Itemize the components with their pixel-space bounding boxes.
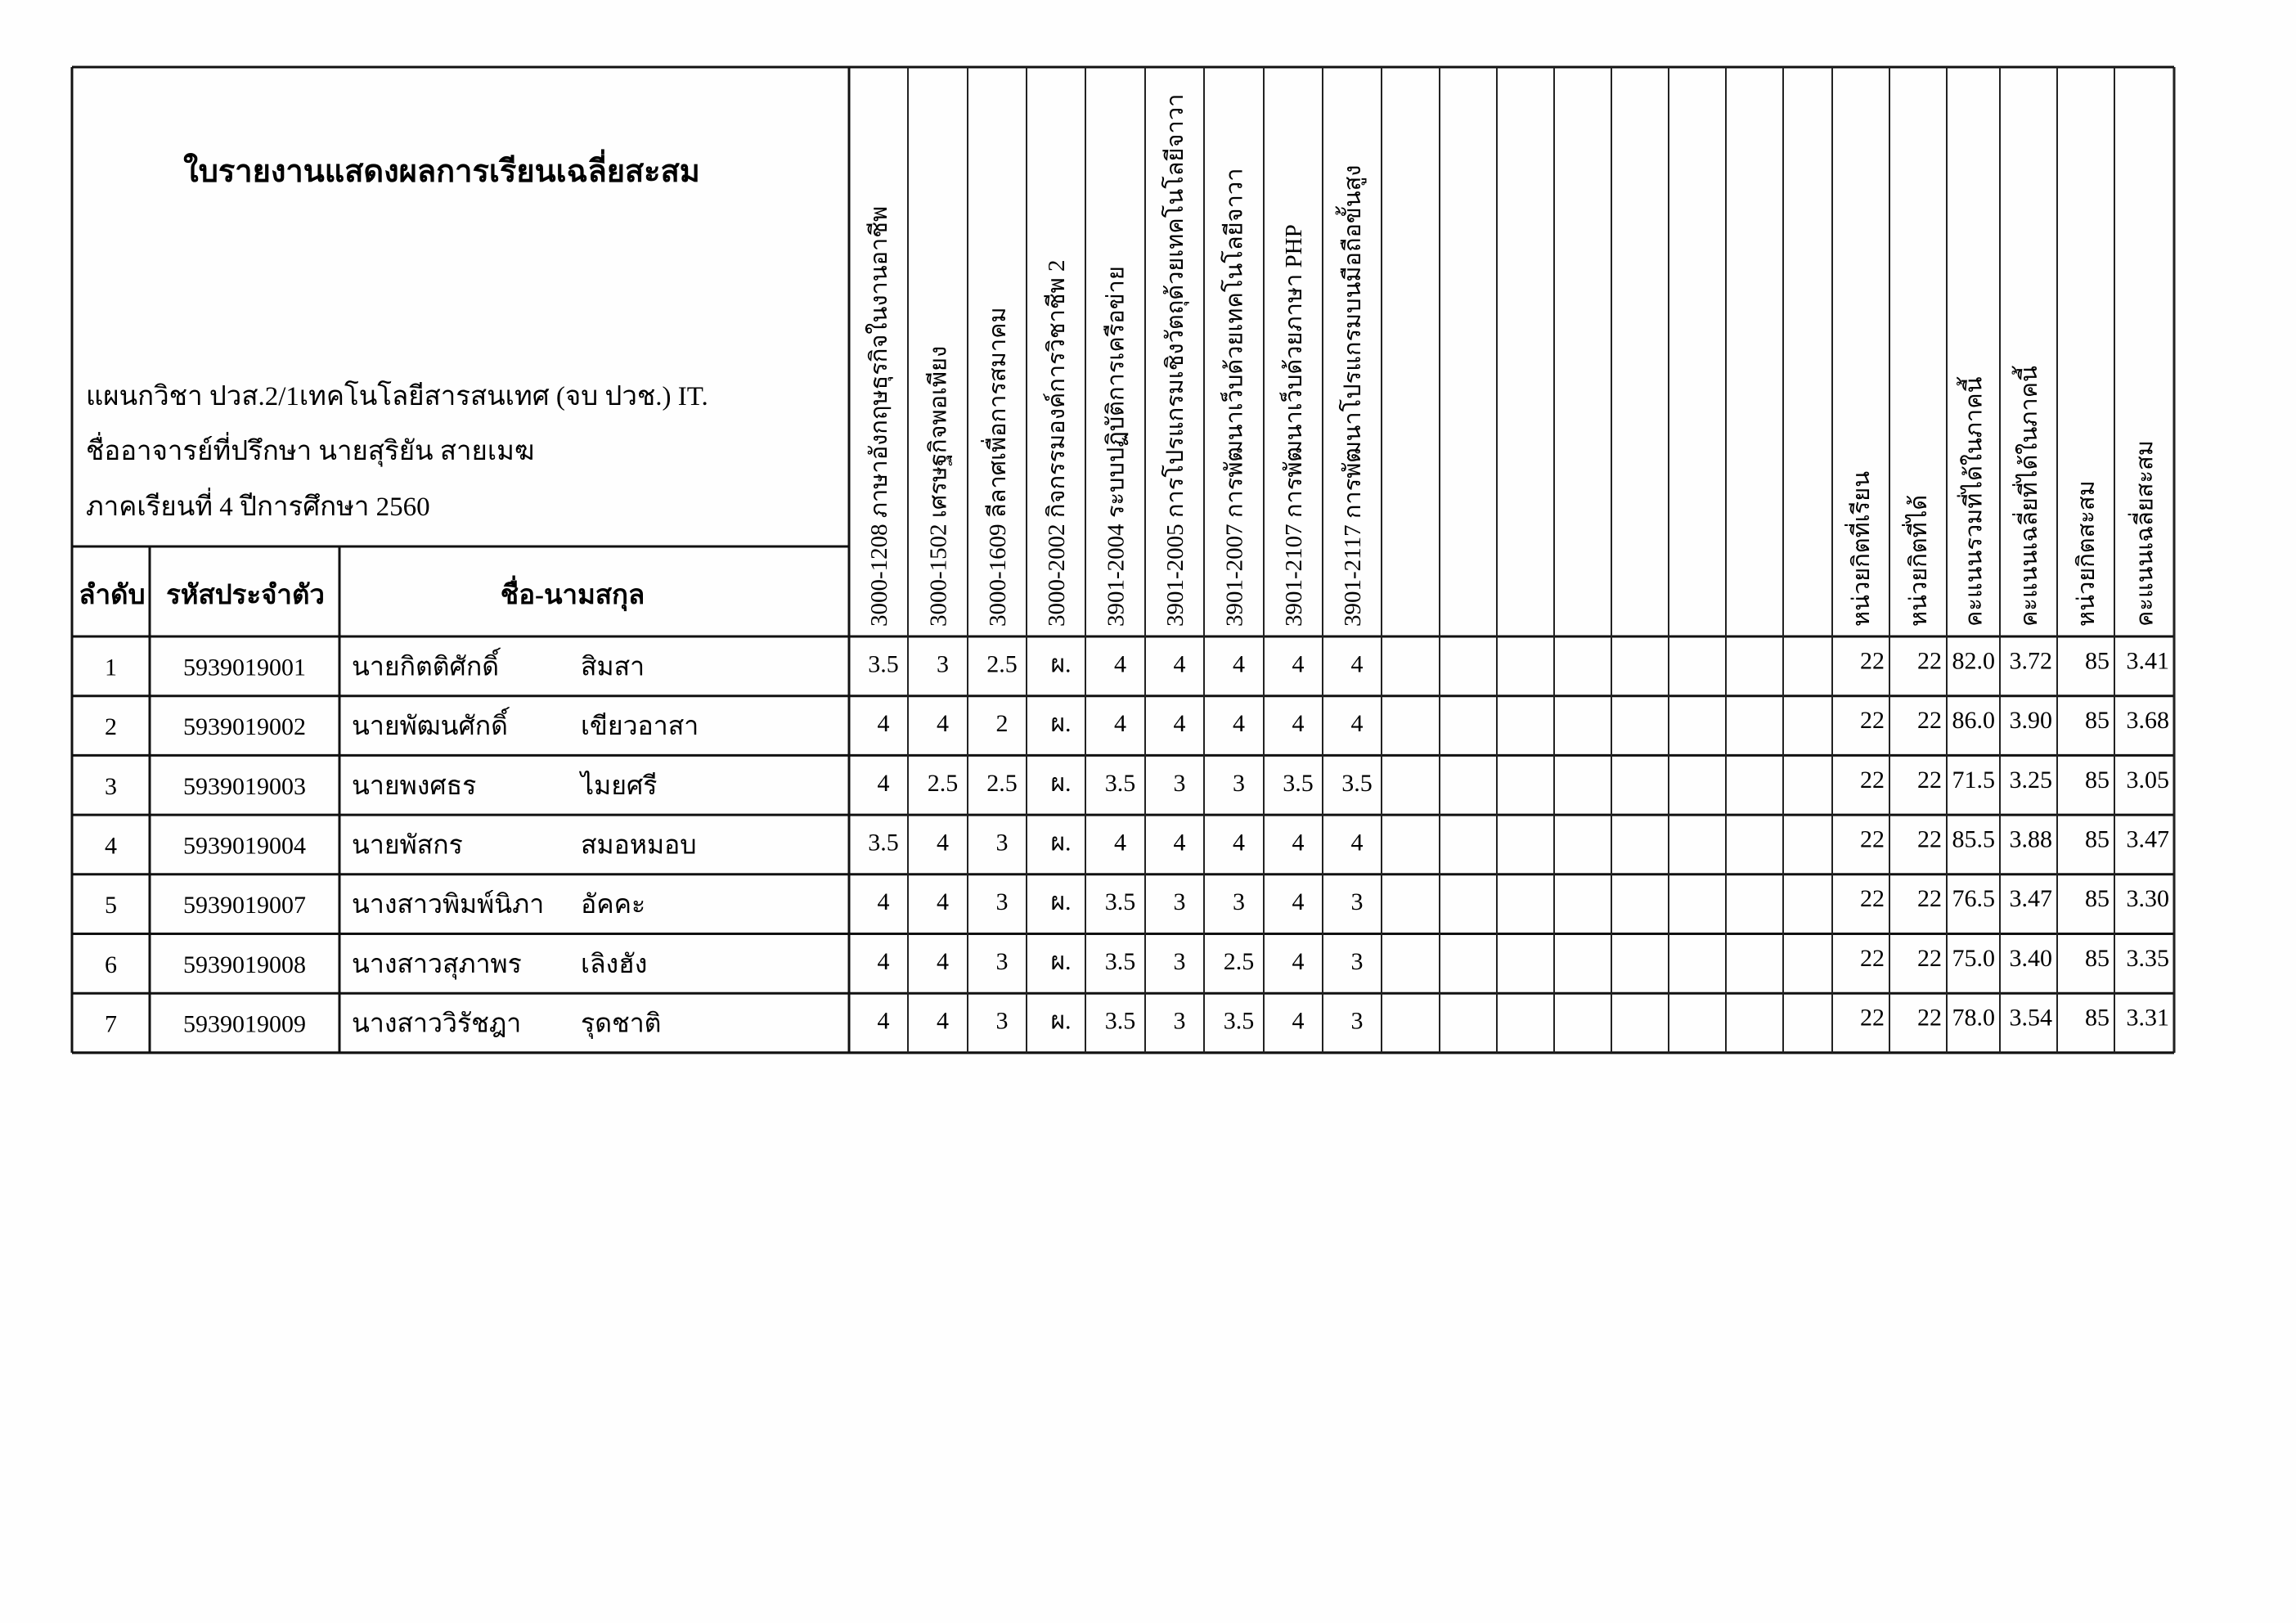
grade-cell: ผ. (1050, 1007, 1072, 1035)
row-order: 6 (105, 951, 117, 978)
grade-cell: 4 (1114, 829, 1126, 856)
summary-cell: 3.31 (2126, 1004, 2169, 1032)
summary-cell: 3.30 (2126, 885, 2169, 913)
grade-cell: 2.5 (927, 769, 959, 797)
semester-line: ภาคเรียนที่ 4 ปีการศึกษา 2560 (86, 492, 430, 522)
subject-header: 3901-2007 การพัฒนาเว็บด้วยเทคโนโลยีจาวา (1221, 168, 1248, 627)
grade-cell: 2.5 (1223, 947, 1255, 975)
row-student-id: 5939019007 (183, 892, 306, 919)
summary-cell: 85 (2085, 766, 2110, 794)
grade-cell: 4 (1233, 710, 1245, 738)
summary-cell: 22 (1917, 885, 1942, 913)
grade-cell: 3 (1233, 888, 1245, 916)
summary-cell: 3.68 (2126, 707, 2169, 735)
grade-cell: 3.5 (1104, 947, 1136, 975)
summary-cell: 22 (1860, 885, 1885, 913)
summary-cell: 85 (2085, 1004, 2110, 1032)
summary-cell: 85.5 (1952, 825, 1995, 853)
grade-cell: 4 (1292, 650, 1305, 678)
department-line: แผนกวิชา ปวส.2/1เทคโนโลยีสารสนเทศ (จบ ปวช.) IT. (86, 382, 708, 411)
grade-cell: 4 (1114, 710, 1126, 738)
subject-header: 3000-1502 เศรษฐกิจพอเพียง (925, 345, 952, 627)
grade-cell: 4 (1173, 710, 1186, 738)
summary-cell: 82.0 (1952, 647, 1995, 675)
grade-cell: 3 (995, 888, 1009, 916)
subject-header: 3000-1609 ลีลาศเพื่อการสมาคม (985, 307, 1011, 627)
grade-cell: 4 (1292, 947, 1305, 975)
grade-cell: 3.5 (1104, 769, 1136, 797)
row-student-id: 5939019004 (183, 832, 306, 860)
grade-cell: 3 (1350, 947, 1364, 975)
summary-cell: 3.72 (2009, 647, 2052, 675)
grade-cell: 2 (995, 710, 1009, 738)
grade-cell: 4 (877, 710, 890, 738)
grade-cell: 3 (995, 1007, 1009, 1035)
summary-header: คะแนนเฉลี่ยที่ได้ในภาคนี้ (2016, 366, 2042, 627)
summary-cell: 85 (2085, 944, 2110, 972)
header-order: ลำดับ (79, 581, 146, 610)
summary-header: หน่วยกิตที่เรียน (1849, 470, 1875, 627)
row-student-id: 5939019008 (183, 951, 306, 978)
grade-cell: 3 (1350, 1007, 1364, 1035)
summary-cell: 22 (1860, 707, 1885, 735)
summary-cell: 22 (1917, 647, 1942, 675)
row-order: 2 (105, 713, 117, 741)
grade-cell: 4 (937, 1007, 949, 1035)
grade-cell: 4 (1292, 829, 1305, 856)
summary-cell: 3.40 (2009, 944, 2052, 972)
summary-header: หน่วยกิตสะสม (2074, 480, 2100, 627)
grade-cell: 3 (1173, 1007, 1186, 1035)
grade-cell: 3 (995, 947, 1009, 975)
grade-cell: 4 (1233, 829, 1245, 856)
summary-header: คะแนนเฉลี่ยสะสม (2132, 440, 2159, 627)
summary-cell: 85 (2085, 707, 2110, 735)
summary-cell: 22 (1917, 1004, 1942, 1032)
grade-cell: 4 (877, 947, 890, 975)
grade-cell: 4 (937, 710, 949, 738)
summary-cell: 3.90 (2009, 707, 2052, 735)
summary-cell: 3.25 (2009, 766, 2052, 794)
row-student-id: 5939019001 (183, 654, 306, 681)
grade-cell: 3 (995, 829, 1009, 856)
grade-cell: 4 (1173, 650, 1186, 678)
subject-header: 3000-1208 ภาษาอังกฤษธุรกิจในงานอาชีพ (866, 205, 892, 627)
row-last-name: รุดชาติ (581, 1008, 662, 1038)
grade-cell: 3.5 (1104, 888, 1136, 916)
row-first-name: นายพงศธร (352, 770, 477, 800)
row-first-name: นางสาววิรัชฎา (352, 1008, 522, 1038)
grade-cell: ผ. (1050, 888, 1072, 916)
summary-cell: 75.0 (1952, 944, 1995, 972)
grade-cell: 3 (937, 650, 949, 678)
grade-cell: 3.5 (1283, 769, 1314, 797)
grade-cell: 4 (937, 947, 949, 975)
grade-cell: 3.5 (1223, 1007, 1255, 1035)
summary-cell: 22 (1860, 944, 1885, 972)
subject-header: 3901-2107 การพัฒนาเว็บด้วยภาษา PHP (1281, 224, 1307, 627)
grade-cell: 3 (1173, 769, 1186, 797)
grade-cell: 4 (1350, 710, 1364, 738)
row-first-name: นางสาวพิมพ์นิภา (352, 889, 545, 919)
grade-cell: ผ. (1050, 650, 1072, 678)
grade-cell: 3.5 (1341, 769, 1373, 797)
row-first-name: นายกิตติศักดิ์ (352, 651, 499, 681)
summary-cell: 3.35 (2126, 944, 2169, 972)
summary-cell: 3.54 (2009, 1004, 2052, 1032)
summary-cell: 3.88 (2009, 825, 2052, 853)
summary-header: คะแนนรวมที่ได้ในภาคนี้ (1961, 376, 1988, 627)
grade-cell: 4 (877, 1007, 890, 1035)
summary-cell: 86.0 (1952, 707, 1995, 735)
grade-cell: 4 (1292, 888, 1305, 916)
row-student-id: 5939019002 (183, 713, 306, 741)
header-student-id: รหัสประจำตัว (166, 581, 325, 610)
row-order: 7 (105, 1010, 117, 1038)
grade-cell: ผ. (1050, 769, 1072, 797)
grade-cell: 3 (1173, 947, 1186, 975)
summary-cell: 22 (1860, 647, 1885, 675)
grade-cell: 4 (937, 888, 949, 916)
row-last-name: สิมสา (581, 651, 645, 681)
summary-cell: 85 (2085, 825, 2110, 853)
summary-cell: 22 (1917, 825, 1942, 853)
grade-cell: ผ. (1050, 829, 1072, 856)
summary-cell: 3.47 (2126, 825, 2169, 853)
report-title: ใบรายงานแสดงผลการเรียนเฉลี่ยสะสม (183, 155, 700, 189)
summary-cell: 22 (1917, 766, 1942, 794)
grade-cell: 4 (1350, 829, 1364, 856)
summary-cell: 22 (1860, 766, 1885, 794)
grade-cell: 4 (877, 888, 890, 916)
summary-cell: 22 (1860, 825, 1885, 853)
row-last-name: เลิงฮัง (581, 948, 648, 978)
summary-cell: 3.47 (2009, 885, 2052, 913)
advisor-line: ชื่ออาจารย์ที่ปรึกษา นายสุริยัน สายเมฆ (86, 437, 535, 466)
header-student-name: ชื่อ-นามสกุล (500, 581, 645, 610)
row-student-id: 5939019009 (183, 1010, 306, 1038)
row-last-name: ไมยศรี (581, 770, 658, 800)
summary-cell: 78.0 (1952, 1004, 1995, 1032)
row-first-name: นายพัฒนศักดิ์ (352, 711, 508, 741)
row-last-name: สมอหมอบ (581, 829, 697, 860)
summary-header: หน่วยกิตที่ได้ (1906, 494, 1932, 627)
subject-header: 3901-2117 การพัฒนาโปรแกรมบนมือถือขั้นสูง (1340, 164, 1366, 627)
subject-header: 3901-2005 การโปรแกรมเชิงวัตถุด้วยเทคโนโลยีจาวา (1162, 93, 1188, 627)
grade-cell: 3.5 (868, 829, 899, 856)
grade-cell: 3.5 (1104, 1007, 1136, 1035)
summary-cell: 3.05 (2126, 766, 2169, 794)
grade-cell: 4 (1292, 710, 1305, 738)
grade-cell: 4 (877, 769, 890, 797)
grade-cell: 4 (1173, 829, 1186, 856)
row-order: 5 (105, 892, 117, 919)
grade-cell: 4 (1114, 650, 1126, 678)
grade-cell: 3.5 (868, 650, 899, 678)
grade-cell: 4 (937, 829, 949, 856)
row-last-name: เขียวอาสา (581, 711, 699, 741)
summary-cell: 3.41 (2126, 647, 2169, 675)
grade-cell: 3 (1233, 769, 1245, 797)
summary-cell: 22 (1917, 944, 1942, 972)
summary-cell: 71.5 (1952, 766, 1995, 794)
grade-cell: 3 (1350, 888, 1364, 916)
grade-cell: 2.5 (986, 650, 1018, 678)
row-order: 3 (105, 772, 117, 800)
summary-cell: 22 (1917, 707, 1942, 735)
row-first-name: นางสาวสุภาพร (352, 948, 522, 978)
summary-cell: 76.5 (1952, 885, 1995, 913)
row-first-name: นายพัสกร (352, 829, 463, 860)
subject-header: 3901-2004 ระบบปฏิบัติการเครือข่าย (1103, 266, 1130, 627)
summary-cell: 22 (1860, 1004, 1885, 1032)
summary-cell: 85 (2085, 885, 2110, 913)
grade-cell: 4 (1292, 1007, 1305, 1035)
row-last-name: อัคคะ (581, 889, 646, 919)
subject-header: 3000-2002 กิจกรรมองค์การวิชาชีพ 2 (1044, 259, 1070, 627)
summary-cell: 85 (2085, 647, 2110, 675)
row-order: 4 (105, 832, 117, 860)
grade-cell: 4 (1350, 650, 1364, 678)
grade-cell: 2.5 (986, 769, 1018, 797)
grade-cell: 3 (1173, 888, 1186, 916)
grade-cell: ผ. (1050, 710, 1072, 738)
row-order: 1 (105, 654, 117, 681)
grade-cell: ผ. (1050, 947, 1072, 975)
grade-cell: 4 (1233, 650, 1245, 678)
row-student-id: 5939019003 (183, 772, 306, 800)
